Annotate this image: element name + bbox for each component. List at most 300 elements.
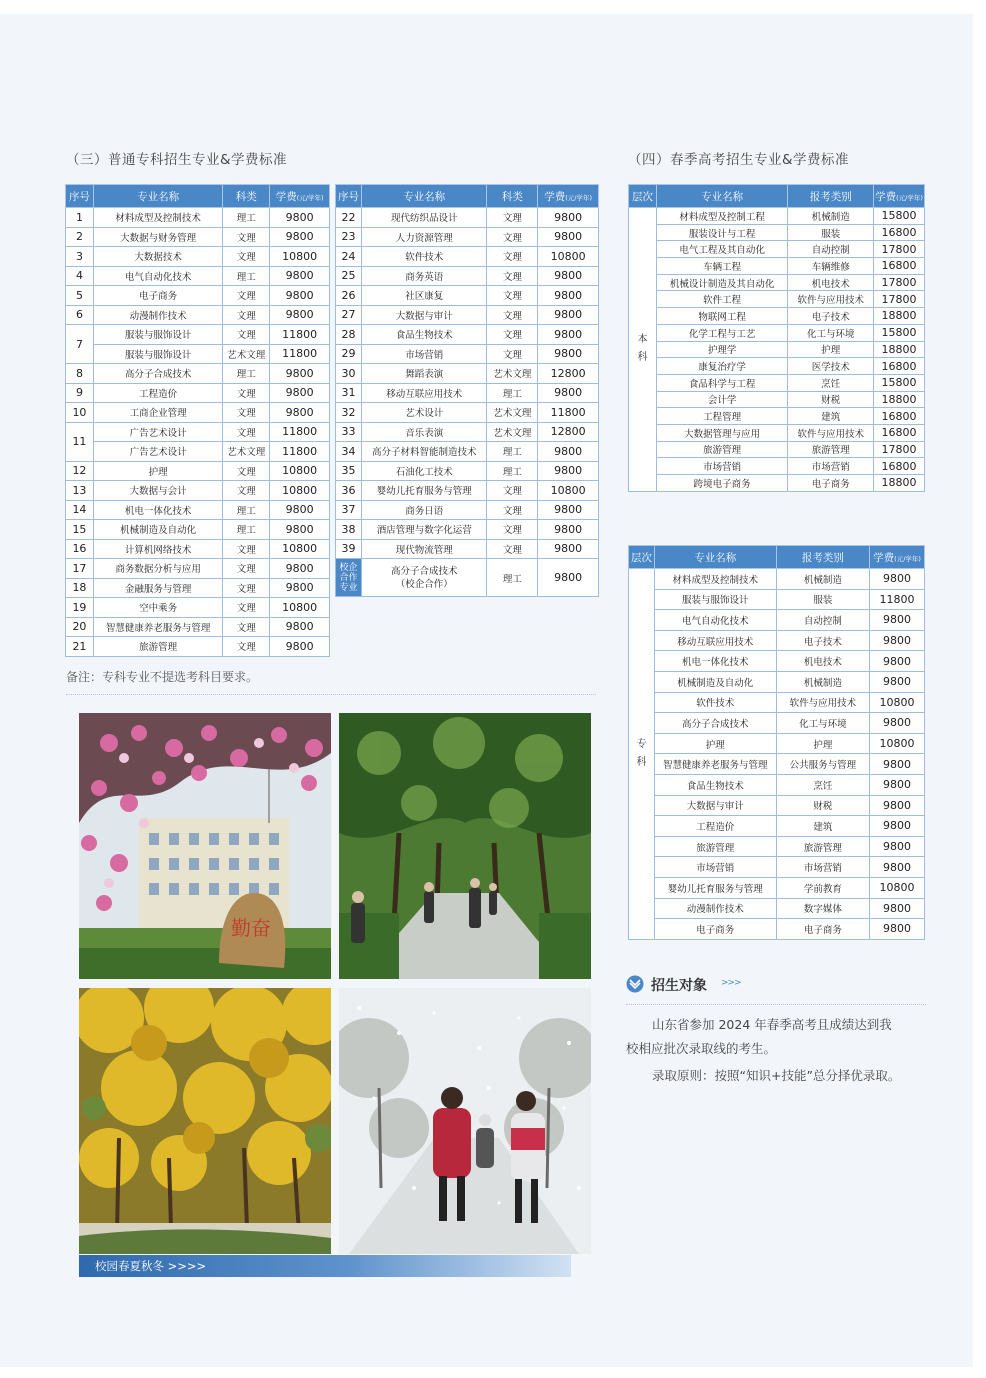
exam-category: 医学技术 bbox=[788, 358, 874, 375]
subject-type: 艺术文理 bbox=[487, 403, 538, 423]
header-fee: 学费(元/学年) bbox=[538, 185, 599, 208]
major-name: 电气工程及其自动化 bbox=[656, 241, 787, 258]
table-row bbox=[66, 461, 330, 481]
major-name: 材料成型及控制工程 bbox=[656, 208, 787, 225]
subject-type: 文理 bbox=[487, 305, 538, 325]
tuition-fee: 9800 bbox=[270, 520, 330, 540]
tuition-fee: 9800 bbox=[270, 305, 330, 325]
tuition-fee: 9800 bbox=[270, 559, 330, 579]
table-row bbox=[336, 403, 599, 423]
section3-note: 备注：专科专业不提选考科目要求。 bbox=[66, 670, 259, 684]
subject-type: 文理 bbox=[223, 422, 270, 442]
photo-caption: 校园春夏秋冬 >>>> bbox=[79, 1255, 571, 1277]
table-row bbox=[66, 422, 330, 442]
subject-type: 文理 bbox=[487, 520, 538, 540]
major-name: 艺术设计 bbox=[361, 403, 487, 423]
major-name: 智慧健康养老服务与管理 bbox=[93, 617, 223, 637]
table-row bbox=[629, 857, 925, 878]
table-row bbox=[629, 919, 925, 940]
major-name: 商务英语 bbox=[361, 266, 487, 286]
table-row bbox=[336, 364, 599, 384]
tuition-fee: 9800 bbox=[270, 227, 330, 247]
table-row bbox=[629, 241, 925, 258]
subject-type: 理工 bbox=[487, 442, 538, 462]
major-name: 机电一体化技术 bbox=[93, 500, 223, 520]
major-name: 工商企业管理 bbox=[93, 403, 223, 423]
row-number: 27 bbox=[336, 305, 362, 325]
table-row bbox=[629, 258, 925, 275]
subject-type: 文理 bbox=[487, 344, 538, 364]
major-name: 食品科学与工程 bbox=[656, 374, 787, 391]
tuition-fee: 9800 bbox=[870, 836, 925, 857]
tuition-fee: 9800 bbox=[538, 520, 599, 540]
row-number: 8 bbox=[66, 364, 94, 384]
tuition-fee: 9800 bbox=[870, 651, 925, 672]
coop-label: 校企 合作 专业 bbox=[336, 559, 362, 597]
table-row bbox=[629, 754, 925, 775]
tuition-fee: 9800 bbox=[870, 610, 925, 631]
major-name: 化学工程与工艺 bbox=[656, 324, 787, 341]
header-category: 报考类别 bbox=[788, 185, 874, 208]
table-row bbox=[336, 286, 599, 306]
tuition-fee: 9800 bbox=[538, 442, 599, 462]
badge-icon bbox=[626, 975, 644, 993]
target-paragraph-2: 录取原则：按照“知识+技能”总分择优录取。 bbox=[652, 1068, 901, 1083]
major-name: 电子商务 bbox=[93, 286, 223, 306]
table-row bbox=[629, 692, 925, 713]
major-name: 工程造价 bbox=[654, 816, 776, 837]
table-row bbox=[336, 383, 599, 403]
specialty-fee-table-right bbox=[335, 184, 599, 597]
tuition-fee: 16800 bbox=[874, 358, 925, 375]
major-name: 市场营销 bbox=[361, 344, 487, 364]
major-name: 食品生物技术 bbox=[361, 325, 487, 345]
table-row bbox=[629, 877, 925, 898]
tuition-fee: 9800 bbox=[270, 403, 330, 423]
exam-category: 机械制造 bbox=[788, 208, 874, 225]
major-name: 广告艺术设计 bbox=[93, 442, 223, 462]
subject-type: 理工 bbox=[223, 520, 270, 540]
tuition-fee: 11800 bbox=[270, 422, 330, 442]
table-row bbox=[336, 461, 599, 481]
header-fee: 学费(元/学年) bbox=[870, 546, 925, 569]
table-row bbox=[629, 836, 925, 857]
table-header-row bbox=[629, 185, 925, 208]
exam-category: 建筑 bbox=[776, 816, 869, 837]
tuition-fee: 9800 bbox=[538, 500, 599, 520]
tuition-fee: 9800 bbox=[270, 500, 330, 520]
tuition-fee: 9800 bbox=[270, 208, 330, 228]
table-row bbox=[629, 589, 925, 610]
table-row bbox=[66, 344, 330, 364]
major-name: 舞蹈表演 bbox=[361, 364, 487, 384]
exam-category: 软件与应用技术 bbox=[788, 291, 874, 308]
major-name: 现代纺织品设计 bbox=[361, 208, 487, 228]
subject-type: 文理 bbox=[223, 403, 270, 423]
exam-category: 财税 bbox=[776, 795, 869, 816]
tuition-fee: 11800 bbox=[270, 344, 330, 364]
spring-zhuanke-fee-table bbox=[628, 545, 925, 940]
tuition-fee: 9800 bbox=[270, 266, 330, 286]
exam-category: 化工与环境 bbox=[788, 324, 874, 341]
row-number: 39 bbox=[336, 539, 362, 559]
table-row bbox=[629, 291, 925, 308]
exam-category: 机电技术 bbox=[776, 651, 869, 672]
tuition-fee: 18800 bbox=[874, 391, 925, 408]
row-number: 14 bbox=[66, 500, 94, 520]
table-row bbox=[336, 539, 599, 559]
row-number: 38 bbox=[336, 520, 362, 540]
row-number: 17 bbox=[66, 559, 94, 579]
row-number: 22 bbox=[336, 208, 362, 228]
subject-type: 艺术文理 bbox=[487, 422, 538, 442]
subject-type: 文理 bbox=[223, 559, 270, 579]
table-row bbox=[336, 227, 599, 247]
subject-type: 文理 bbox=[223, 247, 270, 267]
table-row bbox=[66, 637, 330, 657]
row-number: 21 bbox=[66, 637, 94, 657]
row-number: 2 bbox=[66, 227, 94, 247]
table-row bbox=[66, 559, 330, 579]
exam-category: 市场营销 bbox=[788, 458, 874, 475]
tuition-fee: 18800 bbox=[874, 308, 925, 325]
tuition-fee: 9800 bbox=[270, 578, 330, 598]
table-row bbox=[629, 795, 925, 816]
header-no: 序号 bbox=[66, 185, 94, 208]
major-name: 服装与服饰设计 bbox=[93, 344, 223, 364]
tuition-fee: 17800 bbox=[874, 274, 925, 291]
table-row bbox=[629, 391, 925, 408]
major-name: 电气自动化技术 bbox=[654, 610, 776, 631]
tuition-fee: 17800 bbox=[874, 291, 925, 308]
tuition-fee: 9800 bbox=[538, 539, 599, 559]
row-number: 12 bbox=[66, 461, 94, 481]
exam-category: 烹饪 bbox=[776, 774, 869, 795]
major-name: 大数据与财务管理 bbox=[93, 227, 223, 247]
major-name: 车辆工程 bbox=[656, 258, 787, 275]
major-name: 机械制造及自动化 bbox=[654, 671, 776, 692]
table-header-row bbox=[336, 185, 599, 208]
section4-title: （四）春季高考招生专业&学费标准 bbox=[628, 152, 850, 168]
tuition-fee: 10800 bbox=[870, 877, 925, 898]
row-number: 24 bbox=[336, 247, 362, 267]
table-row bbox=[629, 671, 925, 692]
major-name: 高分子合成技术 bbox=[93, 364, 223, 384]
tuition-fee: 9800 bbox=[870, 713, 925, 734]
row-number: 23 bbox=[336, 227, 362, 247]
exam-category: 软件与应用技术 bbox=[788, 424, 874, 441]
coop-subject: 理工 bbox=[487, 559, 538, 597]
subject-type: 文理 bbox=[487, 539, 538, 559]
table-row bbox=[66, 286, 330, 306]
tuition-fee: 12800 bbox=[538, 422, 599, 442]
subject-type: 文理 bbox=[487, 208, 538, 228]
table-row bbox=[629, 441, 925, 458]
row-number: 4 bbox=[66, 266, 94, 286]
subject-type: 文理 bbox=[487, 286, 538, 306]
tuition-fee: 10800 bbox=[270, 461, 330, 481]
tuition-fee: 18800 bbox=[874, 475, 925, 492]
major-name: 机械设计制造及其自动化 bbox=[656, 274, 787, 291]
subject-type: 文理 bbox=[223, 461, 270, 481]
major-name: 软件技术 bbox=[361, 247, 487, 267]
tuition-fee: 12800 bbox=[538, 364, 599, 384]
header-no: 序号 bbox=[336, 185, 362, 208]
row-number: 10 bbox=[66, 403, 94, 423]
exam-category: 旅游管理 bbox=[788, 441, 874, 458]
tuition-fee: 9800 bbox=[538, 266, 599, 286]
table-row bbox=[66, 305, 330, 325]
table-row bbox=[66, 227, 330, 247]
major-name: 市场营销 bbox=[654, 857, 776, 878]
table-row bbox=[629, 274, 925, 291]
exam-category: 学前教育 bbox=[776, 877, 869, 898]
row-number: 13 bbox=[66, 481, 94, 501]
row-number: 3 bbox=[66, 247, 94, 267]
row-number: 30 bbox=[336, 364, 362, 384]
major-name: 服装与服饰设计 bbox=[93, 325, 223, 345]
subject-type: 文理 bbox=[487, 481, 538, 501]
exam-category: 数字媒体 bbox=[776, 898, 869, 919]
exam-category: 服装 bbox=[776, 589, 869, 610]
exam-category: 财税 bbox=[788, 391, 874, 408]
tuition-fee: 16800 bbox=[874, 258, 925, 275]
table-row bbox=[66, 578, 330, 598]
major-name: 工程造价 bbox=[93, 383, 223, 403]
exam-category: 建筑 bbox=[788, 408, 874, 425]
major-name: 现代物流管理 bbox=[361, 539, 487, 559]
tuition-fee: 16800 bbox=[874, 224, 925, 241]
major-name: 护理学 bbox=[656, 341, 787, 358]
major-name: 机电一体化技术 bbox=[654, 651, 776, 672]
tuition-fee: 16800 bbox=[874, 424, 925, 441]
major-name: 旅游管理 bbox=[654, 836, 776, 857]
table-row bbox=[629, 208, 925, 225]
tuition-fee: 10800 bbox=[270, 598, 330, 618]
major-name: 物联网工程 bbox=[656, 308, 787, 325]
subject-type: 文理 bbox=[223, 383, 270, 403]
major-name: 动漫制作技术 bbox=[93, 305, 223, 325]
major-name: 移动互联应用技术 bbox=[361, 383, 487, 403]
tuition-fee: 9800 bbox=[538, 305, 599, 325]
major-name: 婴幼儿托育服务与管理 bbox=[654, 877, 776, 898]
tuition-fee: 10800 bbox=[538, 247, 599, 267]
major-name: 护理 bbox=[93, 461, 223, 481]
table-row bbox=[629, 774, 925, 795]
tuition-fee: 9800 bbox=[270, 383, 330, 403]
table-row bbox=[629, 816, 925, 837]
row-number: 6 bbox=[66, 305, 94, 325]
level-label: 本科 bbox=[629, 208, 657, 492]
tuition-fee: 10800 bbox=[270, 247, 330, 267]
tuition-fee: 9800 bbox=[538, 227, 599, 247]
table-row bbox=[629, 424, 925, 441]
major-name: 跨境电子商务 bbox=[656, 475, 787, 492]
tuition-fee: 9800 bbox=[538, 344, 599, 364]
subject-type: 理工 bbox=[223, 208, 270, 228]
table-row bbox=[629, 458, 925, 475]
row-number: 36 bbox=[336, 481, 362, 501]
exam-category: 车辆维修 bbox=[788, 258, 874, 275]
subject-type: 文理 bbox=[223, 481, 270, 501]
table-row bbox=[66, 364, 330, 384]
target-title: 招生对象 bbox=[651, 978, 707, 994]
row-number: 26 bbox=[336, 286, 362, 306]
table-row bbox=[66, 266, 330, 286]
tuition-fee: 10800 bbox=[538, 481, 599, 501]
major-name: 服装与服饰设计 bbox=[654, 589, 776, 610]
table-row bbox=[629, 733, 925, 754]
tuition-fee: 15800 bbox=[874, 324, 925, 341]
tuition-fee: 15800 bbox=[874, 374, 925, 391]
subject-type: 理工 bbox=[223, 266, 270, 286]
header-subject: 科类 bbox=[223, 185, 270, 208]
exam-category: 市场营销 bbox=[776, 857, 869, 878]
row-number: 37 bbox=[336, 500, 362, 520]
spring-benke-fee-table bbox=[628, 184, 925, 492]
row-number: 5 bbox=[66, 286, 94, 306]
tuition-fee: 9800 bbox=[270, 364, 330, 384]
major-name: 商务日语 bbox=[361, 500, 487, 520]
subject-type: 文理 bbox=[223, 637, 270, 657]
major-name: 金融服务与管理 bbox=[93, 578, 223, 598]
target-divider bbox=[626, 1004, 926, 1005]
tuition-fee: 18800 bbox=[874, 341, 925, 358]
header-category: 报考类别 bbox=[776, 546, 869, 569]
table-row bbox=[629, 713, 925, 734]
target-paragraph-1: 山东省参加 2024 年春季高考且成绩达到我校相应批次录取线的考生。 bbox=[626, 1017, 892, 1056]
coop-row bbox=[336, 559, 599, 597]
tuition-fee: 9800 bbox=[870, 816, 925, 837]
subject-type: 文理 bbox=[223, 227, 270, 247]
rock-text: 勤奋 bbox=[231, 916, 271, 940]
tuition-fee: 10800 bbox=[870, 692, 925, 713]
major-name: 商务数据分析与应用 bbox=[93, 559, 223, 579]
tuition-fee: 9800 bbox=[538, 383, 599, 403]
level-label: 专科 bbox=[629, 569, 655, 940]
coop-name: 高分子合成技术 （校企合作） bbox=[361, 559, 487, 597]
tuition-fee: 16800 bbox=[874, 408, 925, 425]
major-name: 大数据与审计 bbox=[361, 305, 487, 325]
major-name: 食品生物技术 bbox=[654, 774, 776, 795]
row-number: 15 bbox=[66, 520, 94, 540]
table-row bbox=[66, 539, 330, 559]
subject-type: 文理 bbox=[223, 325, 270, 345]
major-name: 电气自动化技术 bbox=[93, 266, 223, 286]
exam-category: 服装 bbox=[788, 224, 874, 241]
header-name: 专业名称 bbox=[656, 185, 787, 208]
major-name: 大数据与审计 bbox=[654, 795, 776, 816]
subject-type: 理工 bbox=[487, 383, 538, 403]
major-name: 工程管理 bbox=[656, 408, 787, 425]
table-row bbox=[629, 224, 925, 241]
subject-type: 文理 bbox=[223, 305, 270, 325]
exam-category: 自动控制 bbox=[788, 241, 874, 258]
major-name: 石油化工技术 bbox=[361, 461, 487, 481]
subject-type: 理工 bbox=[487, 461, 538, 481]
exam-category: 化工与环境 bbox=[776, 713, 869, 734]
subject-type: 文理 bbox=[487, 500, 538, 520]
winter-photo bbox=[339, 988, 591, 1254]
row-number: 11 bbox=[66, 422, 94, 461]
row-number: 19 bbox=[66, 598, 94, 618]
table-row bbox=[336, 208, 599, 228]
exam-category: 公共服务与管理 bbox=[776, 754, 869, 775]
tuition-fee: 9800 bbox=[270, 286, 330, 306]
major-name: 音乐表演 bbox=[361, 422, 487, 442]
table-row bbox=[629, 341, 925, 358]
row-number: 28 bbox=[336, 325, 362, 345]
table-row bbox=[336, 247, 599, 267]
table-row bbox=[66, 500, 330, 520]
table-header-row bbox=[66, 185, 330, 208]
major-name: 会计学 bbox=[656, 391, 787, 408]
tuition-fee: 9800 bbox=[870, 774, 925, 795]
row-number: 1 bbox=[66, 208, 94, 228]
table-row bbox=[66, 247, 330, 267]
table-row bbox=[336, 266, 599, 286]
divider bbox=[66, 694, 596, 695]
tuition-fee: 9800 bbox=[870, 569, 925, 590]
exam-category: 电子商务 bbox=[776, 919, 869, 940]
tuition-fee: 9800 bbox=[270, 617, 330, 637]
subject-type: 文理 bbox=[487, 247, 538, 267]
summer-photo bbox=[339, 713, 591, 979]
spring-photo bbox=[79, 713, 331, 979]
table-row bbox=[336, 500, 599, 520]
subject-type: 文理 bbox=[223, 617, 270, 637]
subject-type: 文理 bbox=[223, 539, 270, 559]
tuition-fee: 11800 bbox=[538, 403, 599, 423]
table-row bbox=[66, 383, 330, 403]
major-name: 高分子合成技术 bbox=[654, 713, 776, 734]
row-number: 35 bbox=[336, 461, 362, 481]
major-name: 软件技术 bbox=[654, 692, 776, 713]
row-number: 34 bbox=[336, 442, 362, 462]
table-row bbox=[336, 481, 599, 501]
header-name: 专业名称 bbox=[654, 546, 776, 569]
row-number: 25 bbox=[336, 266, 362, 286]
major-name: 材料成型及控制技术 bbox=[654, 569, 776, 590]
tuition-fee: 9800 bbox=[870, 630, 925, 651]
table-row bbox=[336, 520, 599, 540]
exam-category: 电子商务 bbox=[788, 475, 874, 492]
tuition-fee: 15800 bbox=[874, 208, 925, 225]
table-row bbox=[629, 358, 925, 375]
header-level: 层次 bbox=[629, 185, 657, 208]
exam-category: 机械制造 bbox=[776, 671, 869, 692]
exam-category: 软件与应用技术 bbox=[776, 692, 869, 713]
tuition-fee: 9800 bbox=[870, 795, 925, 816]
major-name: 大数据与会计 bbox=[93, 481, 223, 501]
row-number: 32 bbox=[336, 403, 362, 423]
table-row bbox=[629, 324, 925, 341]
table-row bbox=[629, 308, 925, 325]
row-number: 18 bbox=[66, 578, 94, 598]
header-fee: 学费(元/学年) bbox=[874, 185, 925, 208]
row-number: 7 bbox=[66, 325, 94, 364]
exam-category: 机电技术 bbox=[788, 274, 874, 291]
subject-type: 文理 bbox=[223, 286, 270, 306]
tuition-fee: 9800 bbox=[870, 754, 925, 775]
table-row bbox=[629, 374, 925, 391]
table-row bbox=[629, 569, 925, 590]
subject-type: 理工 bbox=[223, 364, 270, 384]
major-name: 材料成型及控制技术 bbox=[93, 208, 223, 228]
table-row bbox=[629, 475, 925, 492]
row-number: 9 bbox=[66, 383, 94, 403]
table-row bbox=[66, 403, 330, 423]
